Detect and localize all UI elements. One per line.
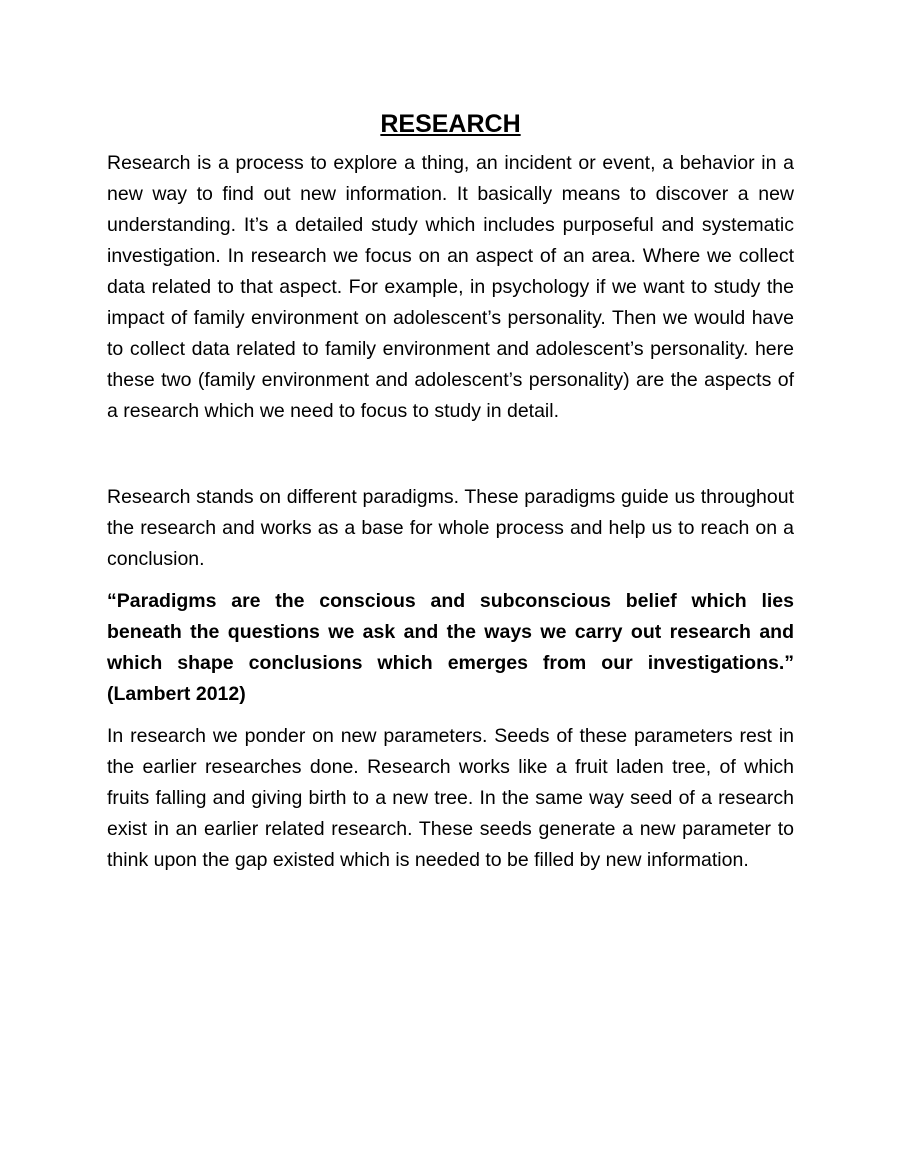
paragraph-research-definition: Research is a process to explore a thing, an incident or event, a behavior in a new way to find out new information. It basically means to discover a new understanding. It’s a detailed study which includes purposeful and systematic investigation. In research we focus on an aspect of an area. Where we collect data related to that aspect. For example, in psychology if we want to study the impact of family environment on adolescent’s personality. Then we would have to collect data related to family environment and adolescent’s personality. here these two (family environment and adolescent’s personality) are the aspects of a research which we need to focus to study in detail. bbox=[107, 152, 794, 422]
quote-lambert: “Paradigms are the conscious and subconscious belief which lies beneath the questions we ask and the ways we carry out research and which shape conclusions which emerges from our investigations.” (Lambert 2012) bbox=[107, 590, 794, 705]
paragraph-parameters: In research we ponder on new parameters. Seeds of these parameters rest in the earlier researches done. Research works like a fruit laden tree, of which fruits falling and giving birth to a new tree. In the same way seed of a research exist in an earlier related research. These seeds generate a new parameter to think upon the gap existed which is needed to be filled by new information. bbox=[107, 725, 794, 871]
paragraph-paradigms: Research stands on different paradigms. These paradigms guide us throughout the research and works as a base for whole process and help us to reach on a conclusion. bbox=[107, 486, 794, 570]
page-title: RESEARCH bbox=[380, 110, 521, 138]
document-page bbox=[107, 104, 794, 876]
